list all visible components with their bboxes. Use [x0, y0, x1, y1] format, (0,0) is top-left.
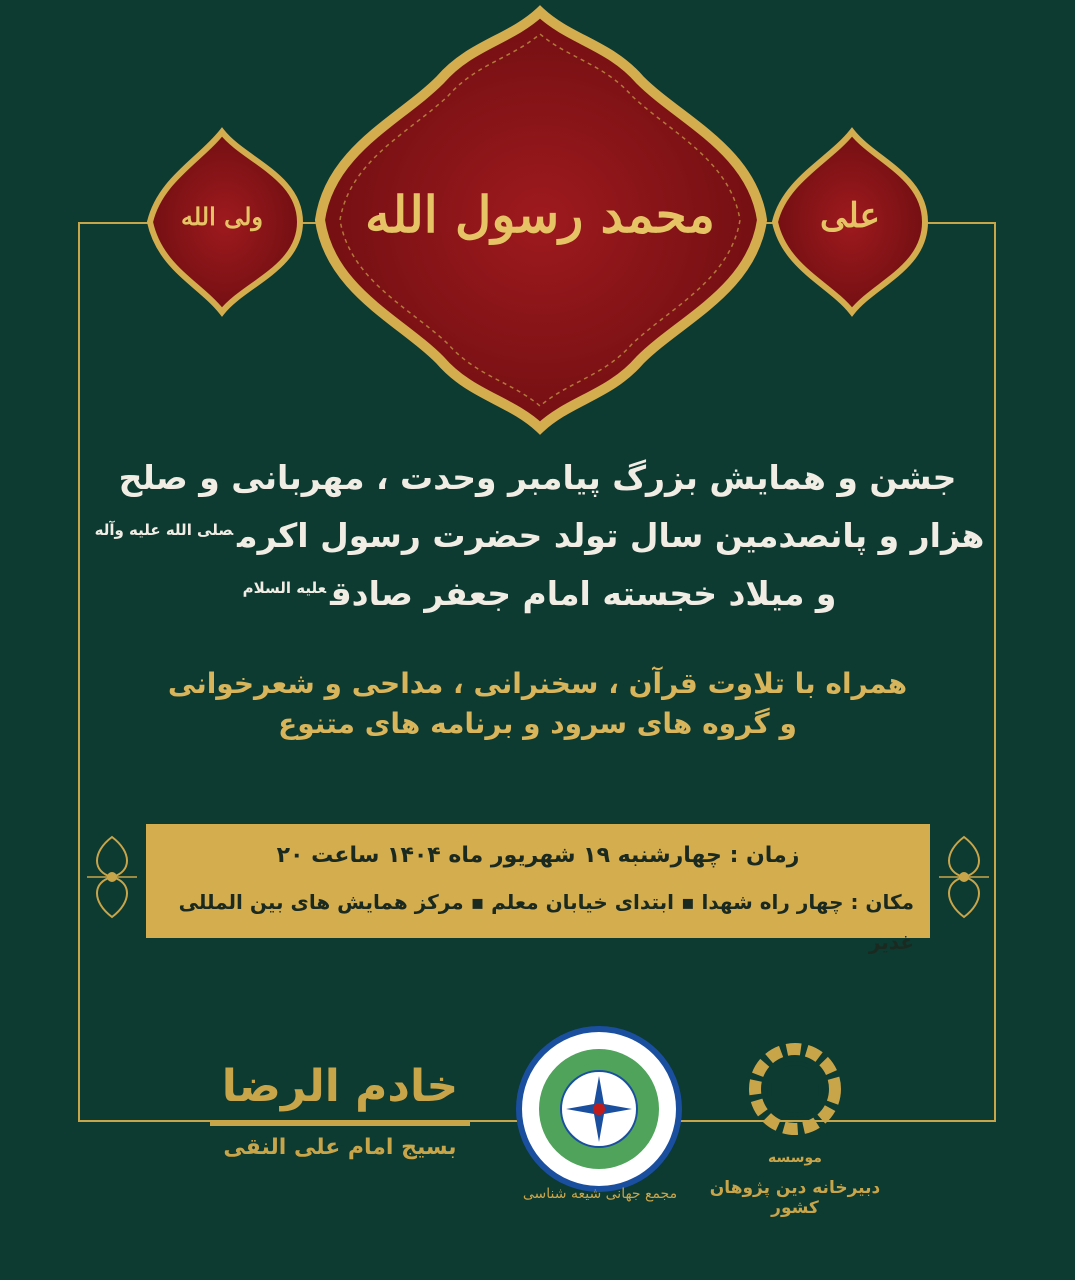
- institute-ring-logo: [740, 1034, 850, 1144]
- program-line-2: و گروه های سرود و برنامه های متنوع: [278, 707, 797, 740]
- calligraphy-left-text: ولی الله: [180, 202, 264, 231]
- khadem-alreza-logo: [210, 1052, 470, 1182]
- headline-line-1: جشن و همایش بزرگ پیامبر وحدت ، مهربانی و صلح: [118, 458, 957, 497]
- program-description: [100, 664, 975, 744]
- honorific-alayhisalam: علیه السلام: [242, 579, 327, 597]
- world-center-caption: مجمع جهانی شیعه شناسی: [522, 1186, 678, 1202]
- left-ornament-icon: [82, 832, 142, 922]
- headline-line-2: [90, 504, 985, 562]
- headline-line-2-text: هزار و پانصدمین سال تولد حضرت رسول اکرم: [237, 516, 985, 555]
- calligraphy-center-text: محمد رسول الله: [365, 185, 715, 244]
- event-place: مکان : چهار راه شهدا ▪ ابتدای خیابان معلم ▪ مرکز همایش های بین المللی غدیر: [178, 890, 914, 954]
- world-center-shiite-studies-logo: [514, 1024, 684, 1194]
- right-ornament-icon: [934, 832, 994, 922]
- headline-line-3: [90, 562, 985, 620]
- event-details-box: [146, 824, 930, 954]
- calligraphy-right-text: علی: [820, 196, 880, 236]
- institute-caption-1: موسسه: [768, 1150, 822, 1166]
- program-line-1: همراه با تلاوت قرآن ، سخنرانی ، مداحی و شعرخوانی: [167, 667, 908, 700]
- headline: [90, 452, 985, 620]
- khadem-alreza-title: خادم الرضا: [210, 1052, 470, 1126]
- event-time: زمان : چهارشنبه ۱۹ شهریور ماه ۱۴۰۴ ساعت ۲۰: [276, 843, 800, 868]
- honorific-salawat: صلی الله علیه وآله: [94, 521, 234, 539]
- institute-caption-2: دبیرخانه دین پژوهان کشور: [709, 1178, 881, 1218]
- khadem-alreza-subtitle: بسیج امام علی النقی: [223, 1135, 457, 1160]
- headline-line-3-text: و میلاد خجسته امام جعفر صادق: [330, 574, 837, 613]
